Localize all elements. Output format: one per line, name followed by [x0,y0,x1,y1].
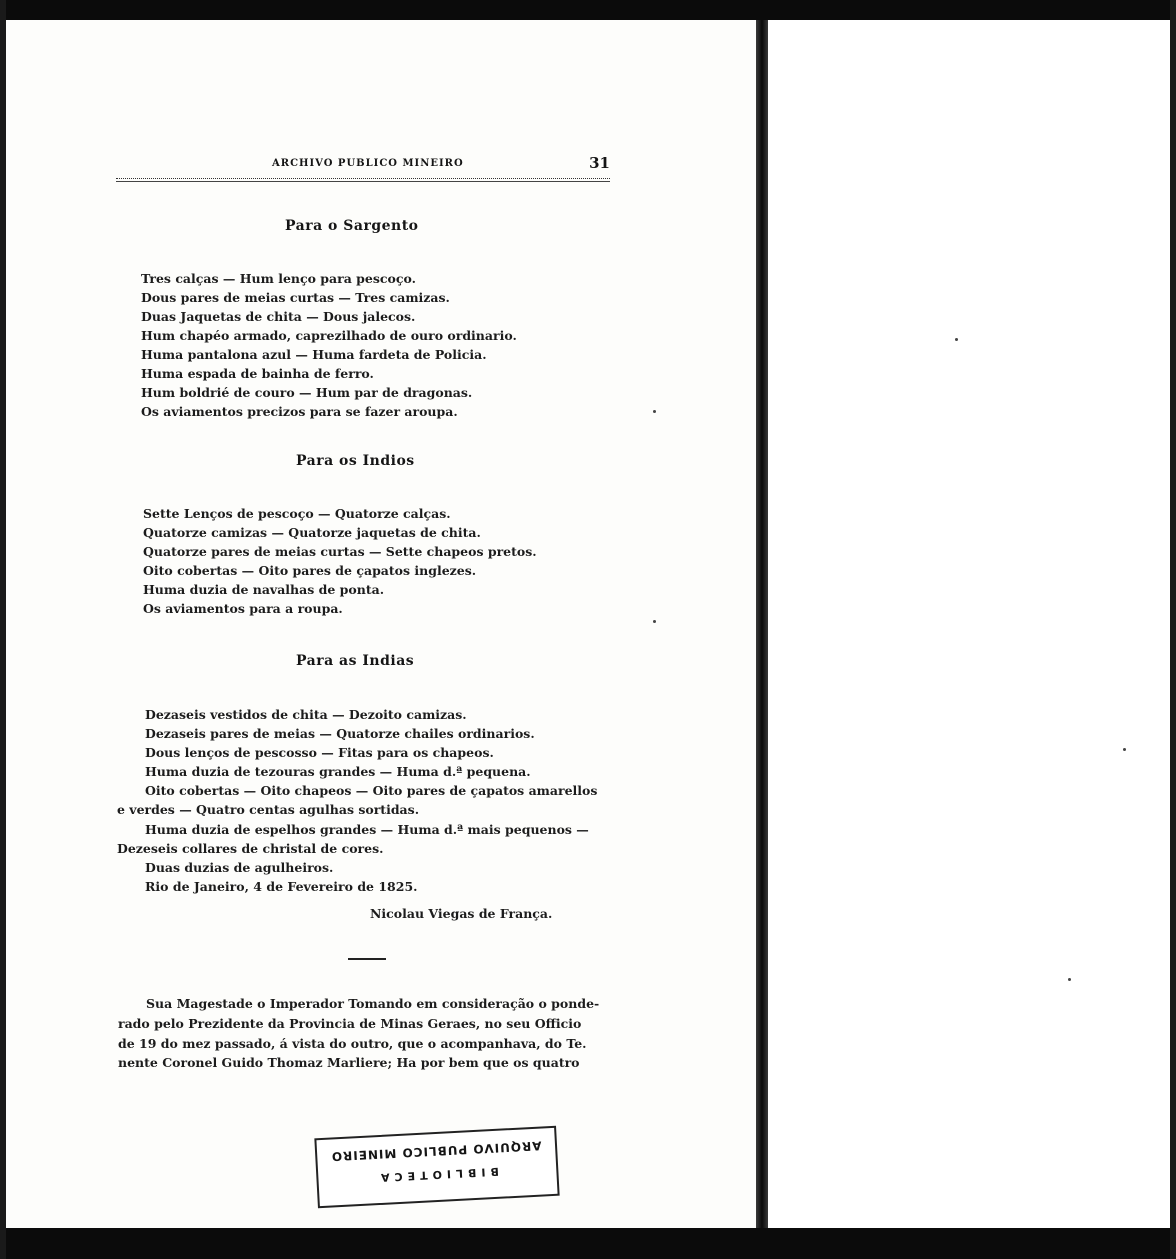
section-line: Dezeseis collares de christal de cores. [117,841,384,856]
section-line: Dous lenços de pescosso — Fitas para os chapeos. [145,745,494,760]
section-line: Hum boldrié de couro — Hum par de dragonas. [141,385,473,400]
library-stamp [314,1126,559,1209]
paragraph-line: nente Coronel Guido Thomaz Marliere; Ha por bem que os quatro [118,1055,580,1070]
scan-frame-right [1170,0,1176,1259]
scan-speck [653,410,656,413]
section-line: Dezaseis pares de meias — Quatorze chailes ordinarios. [145,726,535,741]
section-title-indias: Para as Indias [296,653,415,669]
section-line: Hum chapéo armado, caprezilhado de ouro ordinario. [141,328,517,343]
section-line: Huma pantalona azul — Huma fardeta de Policia. [141,347,487,362]
section-title-sargento: Para o Sargento [285,218,419,234]
scan-speck [1123,748,1126,751]
section-line: Quatorze camizas — Quatorze jaquetas de chita. [143,525,481,540]
section-divider [348,958,386,960]
journal-title: ARCHIVO PUBLICO MINEIRO [272,158,464,169]
section-line: Tres calças — Hum lenço para pescoço. [141,271,416,286]
scan-frame-bottom [0,1228,1176,1259]
section-line: Quatorze pares de meias curtas — Sette chapeos pretos. [143,544,537,559]
section-line: Rio de Janeiro, 4 de Fevereiro de 1825. [145,879,418,894]
paragraph-line: Sua Magestade o Imperador Tomando em consideração o ponde- [146,996,600,1011]
section-line: Huma espada de bainha de ferro. [141,366,374,381]
scan-speck [1068,978,1071,981]
section-line: Dous pares de meias curtas — Tres camizas. [141,290,450,305]
section-line: Duas Jaquetas de chita — Dous jalecos. [141,309,416,324]
paragraph-line: de 19 do mez passado, á vista do outro, que o acompanhava, do Te. [118,1036,587,1051]
section-line: Huma duzia de tezouras grandes — Huma d.ª pequena. [145,764,531,779]
scan-speck [653,620,656,623]
section-line: Oito cobertas — Oito pares de çapatos inglezes. [143,563,477,578]
running-head [116,156,610,176]
stamp-text-archive: ARQUIVO PUBLICO MINEIRO [330,1138,542,1164]
header-rule [116,178,610,182]
section-line: Dezaseis vestidos de chita — Dezoito camizas. [145,707,467,722]
section-line: Duas duzias de agulheiros. [145,860,334,875]
page-number: 31 [589,154,610,172]
scan-speck [955,338,958,341]
scan-frame-top [0,0,1176,20]
section-title-indios: Para os Indios [296,453,415,469]
section-line: Os aviamentos precizos para se fazer aroupa. [141,404,458,419]
section-line: Huma duzia de navalhas de ponta. [143,582,385,597]
right-page-blank [768,20,1170,1228]
section-line: Oito cobertas — Oito chapeos — Oito pares de çapatos amarellos [145,783,598,798]
paragraph-line: rado pelo Prezidente da Provincia de Minas Geraes, no seu Officio [118,1016,582,1031]
book-gutter [756,20,768,1228]
signature: Nicolau Viegas de França. [370,906,553,921]
section-line: e verdes — Quatro centas agulhas sortidas. [117,802,420,817]
section-line: Os aviamentos para a roupa. [143,601,343,616]
stamp-text-library: BIBLIOTECA [375,1164,500,1185]
section-line: Huma duzia de espelhos grandes — Huma d.ª mais pequenos — [145,822,589,837]
section-line: Sette Lenços de pescoço — Quatorze calças. [143,506,451,521]
